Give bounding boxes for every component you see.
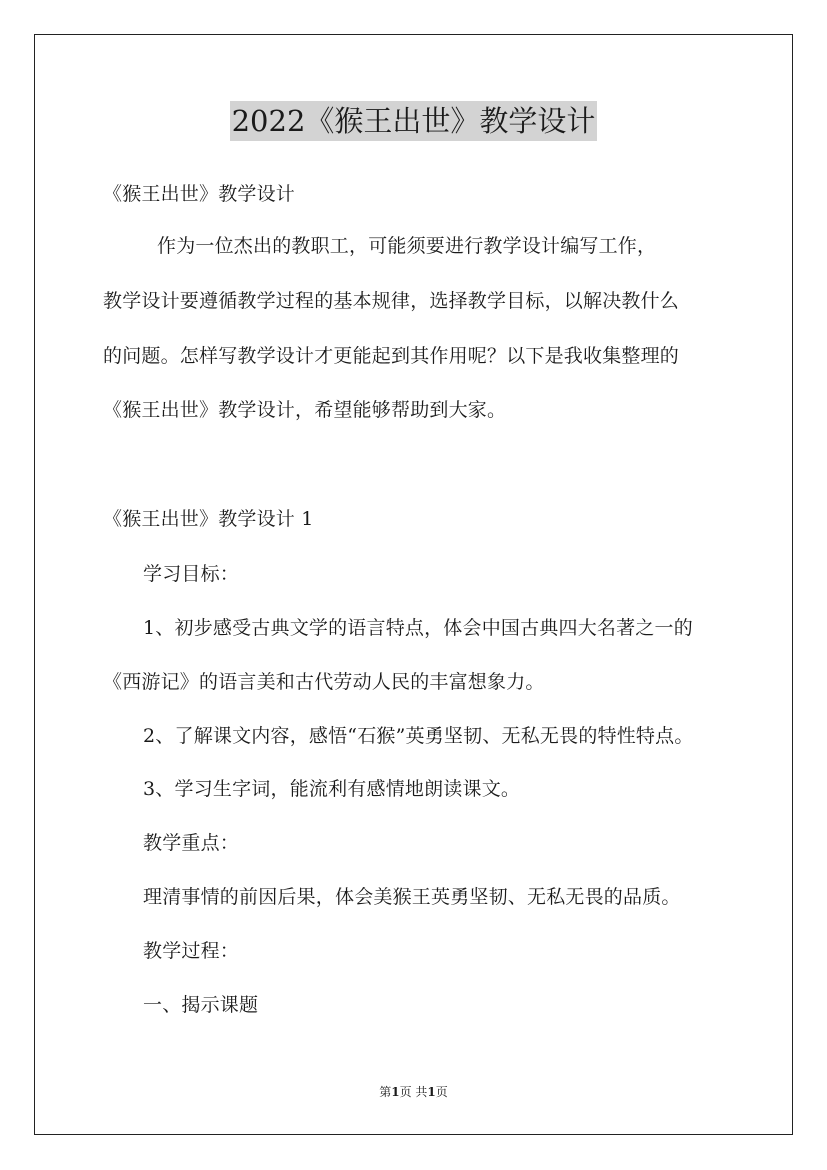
objective-2: 2、了解课文内容，感悟“石猴”英勇坚韧、无私无畏的特性特点。 (143, 725, 694, 747)
title-container (0, 101, 827, 141)
intro-line-1: 作为一位杰出的教职工，可能须要进行教学设计编写工作， (157, 235, 657, 257)
objective-3: 3、学习生字词，能流利有感情地朗读课文。 (143, 778, 521, 800)
intro-line-2: 教学设计要遵循教学过程的基本规律，选择教学目标，以解决教什么 (103, 290, 680, 312)
section-heading: 《猴王出世》教学设计 1 (103, 508, 314, 530)
document-title: 2022《猴王出世》教学设计 (230, 101, 598, 141)
objective-1-line-2: 《西游记》的语言美和古代劳动人民的丰富想象力。 (103, 671, 545, 693)
process-label: 教学过程： (143, 940, 240, 962)
document-subtitle: 《猴王出世》教学设计 (103, 183, 296, 205)
intro-line-4: 《猴王出世》教学设计，希望能够帮助到大家。 (103, 399, 507, 421)
footer-page-middle: 页 共 (399, 1085, 428, 1099)
footer-page-prefix: 第 (379, 1085, 392, 1099)
page-footer (0, 1084, 827, 1100)
intro-line-3: 的问题。怎样写教学设计才更能起到其作用呢？以下是我收集整理的 (103, 345, 680, 367)
step-1-heading: 一、揭示课题 (143, 994, 259, 1016)
footer-page-current: 1 (391, 1085, 400, 1099)
footer-page-suffix: 页 (435, 1085, 448, 1099)
key-points-text: 理清事情的前因后果，体会美猴王英勇坚韧、无私无畏的品质。 (143, 886, 681, 908)
objectives-label: 学习目标： (143, 563, 240, 585)
footer-page-total: 1 (427, 1085, 436, 1099)
key-points-label: 教学重点： (143, 832, 240, 854)
objective-1-line-1: 1、初步感受古典文学的语言特点，体会中国古典四大名著之一的 (143, 617, 693, 639)
